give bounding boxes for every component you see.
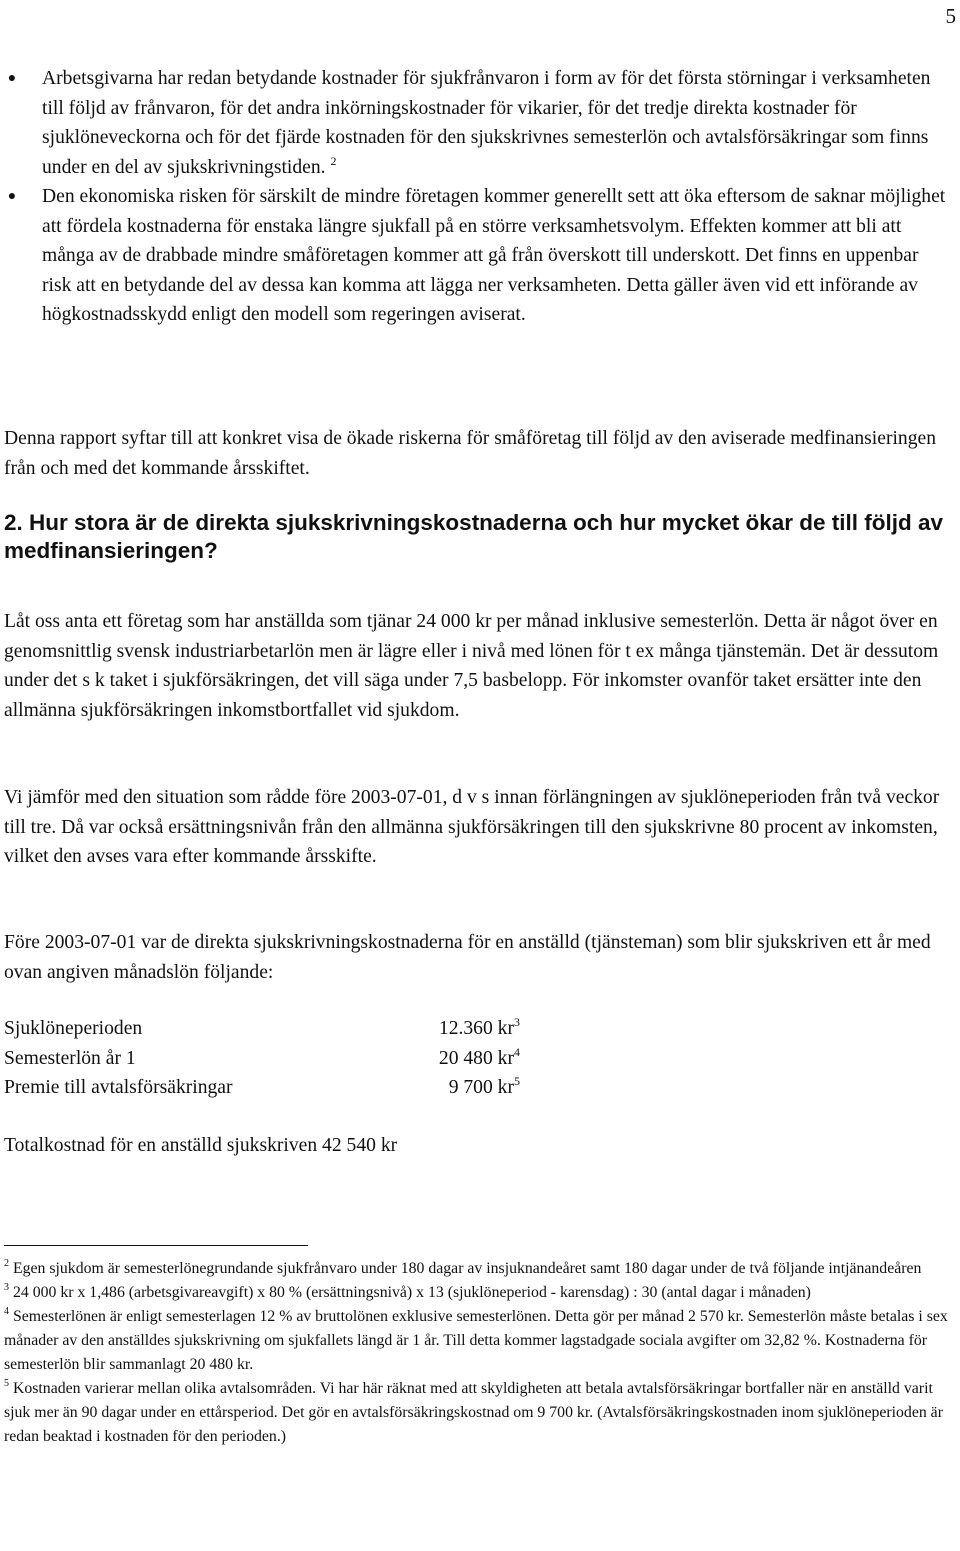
cost-row — [4, 1073, 564, 1103]
footnote-divider — [4, 1245, 308, 1246]
footnote-number: 5 — [4, 1378, 9, 1389]
list-item — [4, 64, 949, 182]
intro-paragraph: Denna rapport syftar till att konkret visa de ökade riskerna för småföretag till följd av den aviserade medfinansieringen från och med det kommande årsskiftet. — [4, 428, 937, 479]
footnote-number: 2 — [4, 1258, 9, 1269]
footnotes — [4, 1257, 949, 1449]
cost-amount: 9 700 kr — [448, 1077, 514, 1098]
footnote-number: 3 — [4, 1282, 9, 1293]
footnote-ref: 3 — [514, 1015, 520, 1029]
cost-value — [439, 1014, 520, 1044]
footnote-ref: 5 — [514, 1074, 520, 1088]
total-cost: Totalkostnad för en anställd sjukskriven 42 540 kr — [4, 1135, 398, 1156]
body-paragraph: Låt oss anta ett företag som har anställda som tjänar 24 000 kr per månad inklusive semesterlön. Detta är något över en genomsnittlig svensk industriarbetarlön men är lägre eller i nivå med lönen för t ex många tjänstemän. Det är dessutom under det s k taket i sjukförsäkringen, det vill säga under 7,5 basbelopp. För inkomster ovanför taket ersätter inte den allmänna sjukförsäkringen inkomstbortfallet vid sjukdom. — [4, 611, 939, 721]
body-paragraph: Vi jämför med den situation som rådde före 2003-07-01, d v s innan förlängningen av sjuklöneperioden från två veckor till tre. Då var också ersättningsnivån från den allmänna sjukförsäkringen till den sjukskrivne 80 procent av inkomsten, vilket den avses vara efter kommande årsskifte. — [4, 787, 940, 867]
bullet-text: Arbetsgivarna har redan betydande kostnader för sjukfrånvaron i form av för det första störningar i verksamheten till följd av frånvaron, för det andra inkörningskostnader för vikarier, för det tredje direkta kostnader för sjuklöneveckorna och för det fjärde kostnaden för den sjukskrivnes semesterlön och avtalsförsäkringar som finns under en del av sjukskrivningstiden. — [42, 68, 931, 178]
cost-table — [4, 1014, 564, 1103]
section-heading: 2. Hur stora är de direkta sjukskrivningskostnaderna och hur mycket ökar de till följd av medfinansieringen? — [4, 510, 944, 563]
bullet-icon: ● — [7, 189, 17, 204]
bullet-list — [4, 64, 949, 330]
footnote-text: 24 000 kr x 1,486 (arbetsgivareavgift) x 80 % (ersättningsnivå) x 13 (sjuklöneperiod - karensdag) : 30 (antal dagar i månaden) — [12, 1284, 811, 1301]
cost-label: Semesterlön år 1 — [4, 1047, 136, 1069]
cost-label: Premie till avtalsförsäkringar — [4, 1077, 233, 1098]
footnote-number: 4 — [4, 1306, 9, 1317]
page-number: 5 — [945, 4, 956, 28]
cost-value — [439, 1044, 520, 1074]
body-paragraph: Före 2003-07-01 var de direkta sjukskrivningskostnaderna för en anställd (tjänsteman) som blir sjukskriven ett år med ovan angiven månadslön följande: — [4, 932, 931, 983]
footnote-ref: 4 — [514, 1044, 520, 1059]
bullet-text: Den ekonomiska risken för särskilt de mindre företagen kommer generellt sett att öka eftersom de saknar möjlighet att fördela kostnaderna för enstaka längre sjukfall på en större verksamhetsvolym. Effekten kommer att bli att många av de drabbade mindre småföretagen kommer att gå från överskott till underskott. Det finns en uppenbar risk att en betydande del av dessa kan komma att lägga ner verksamheten. Detta gäller även vid ett införande av högkostnadsskydd enligt den modell som regeringen aviserat. — [42, 186, 946, 325]
footnote — [4, 1377, 949, 1449]
cost-row — [4, 1014, 564, 1044]
footnote-text: Semesterlönen är enligt semesterlagen 12 % av bruttolönen exklusive semesterlönen. Detta gör per månad 2 570 kr. Semesterlön måste betalas i sex månader av den anställdes sjukskrivning om sjukfallets längd är 1 år. Till detta kommer lagstadgade sociala avgifter om 32,82 %. Kostnaderna för semesterlön blir sammanlagt 20 480 kr. — [4, 1308, 948, 1373]
cost-amount: 20 480 kr — [438, 1047, 514, 1069]
list-item — [4, 182, 949, 330]
footnote-ref: 2 — [330, 153, 337, 168]
cost-row — [4, 1044, 564, 1074]
bullet-icon: ● — [7, 71, 17, 86]
cost-amount: 12.360 kr — [438, 1018, 514, 1039]
cost-value — [449, 1073, 520, 1103]
footnote — [4, 1305, 949, 1377]
footnote-text: Kostnaden varierar mellan olika avtalsområden. Vi har här räknat med att skyldigheten att betala avtalsförsäkringar bortfaller när en anställd varit sjuk mer än 90 dagar under en ettårsperiod. Det gör en avtalsförsäkringskostnad om 9 700 kr. (Avtalsförsäkringskostnaden inom sjuklöneperioden är redan beaktad i kostnaden för den perioden.) — [4, 1380, 943, 1445]
cost-label: Sjuklöneperioden — [4, 1018, 143, 1039]
footnote — [4, 1281, 949, 1305]
footnote-text: Egen sjukdom är semesterlönegrundande sjukfrånvaro under 180 dagar av insjuknandeåret samt 180 dagar under de två följande intjänandeåren — [12, 1260, 922, 1277]
footnote — [4, 1257, 949, 1281]
